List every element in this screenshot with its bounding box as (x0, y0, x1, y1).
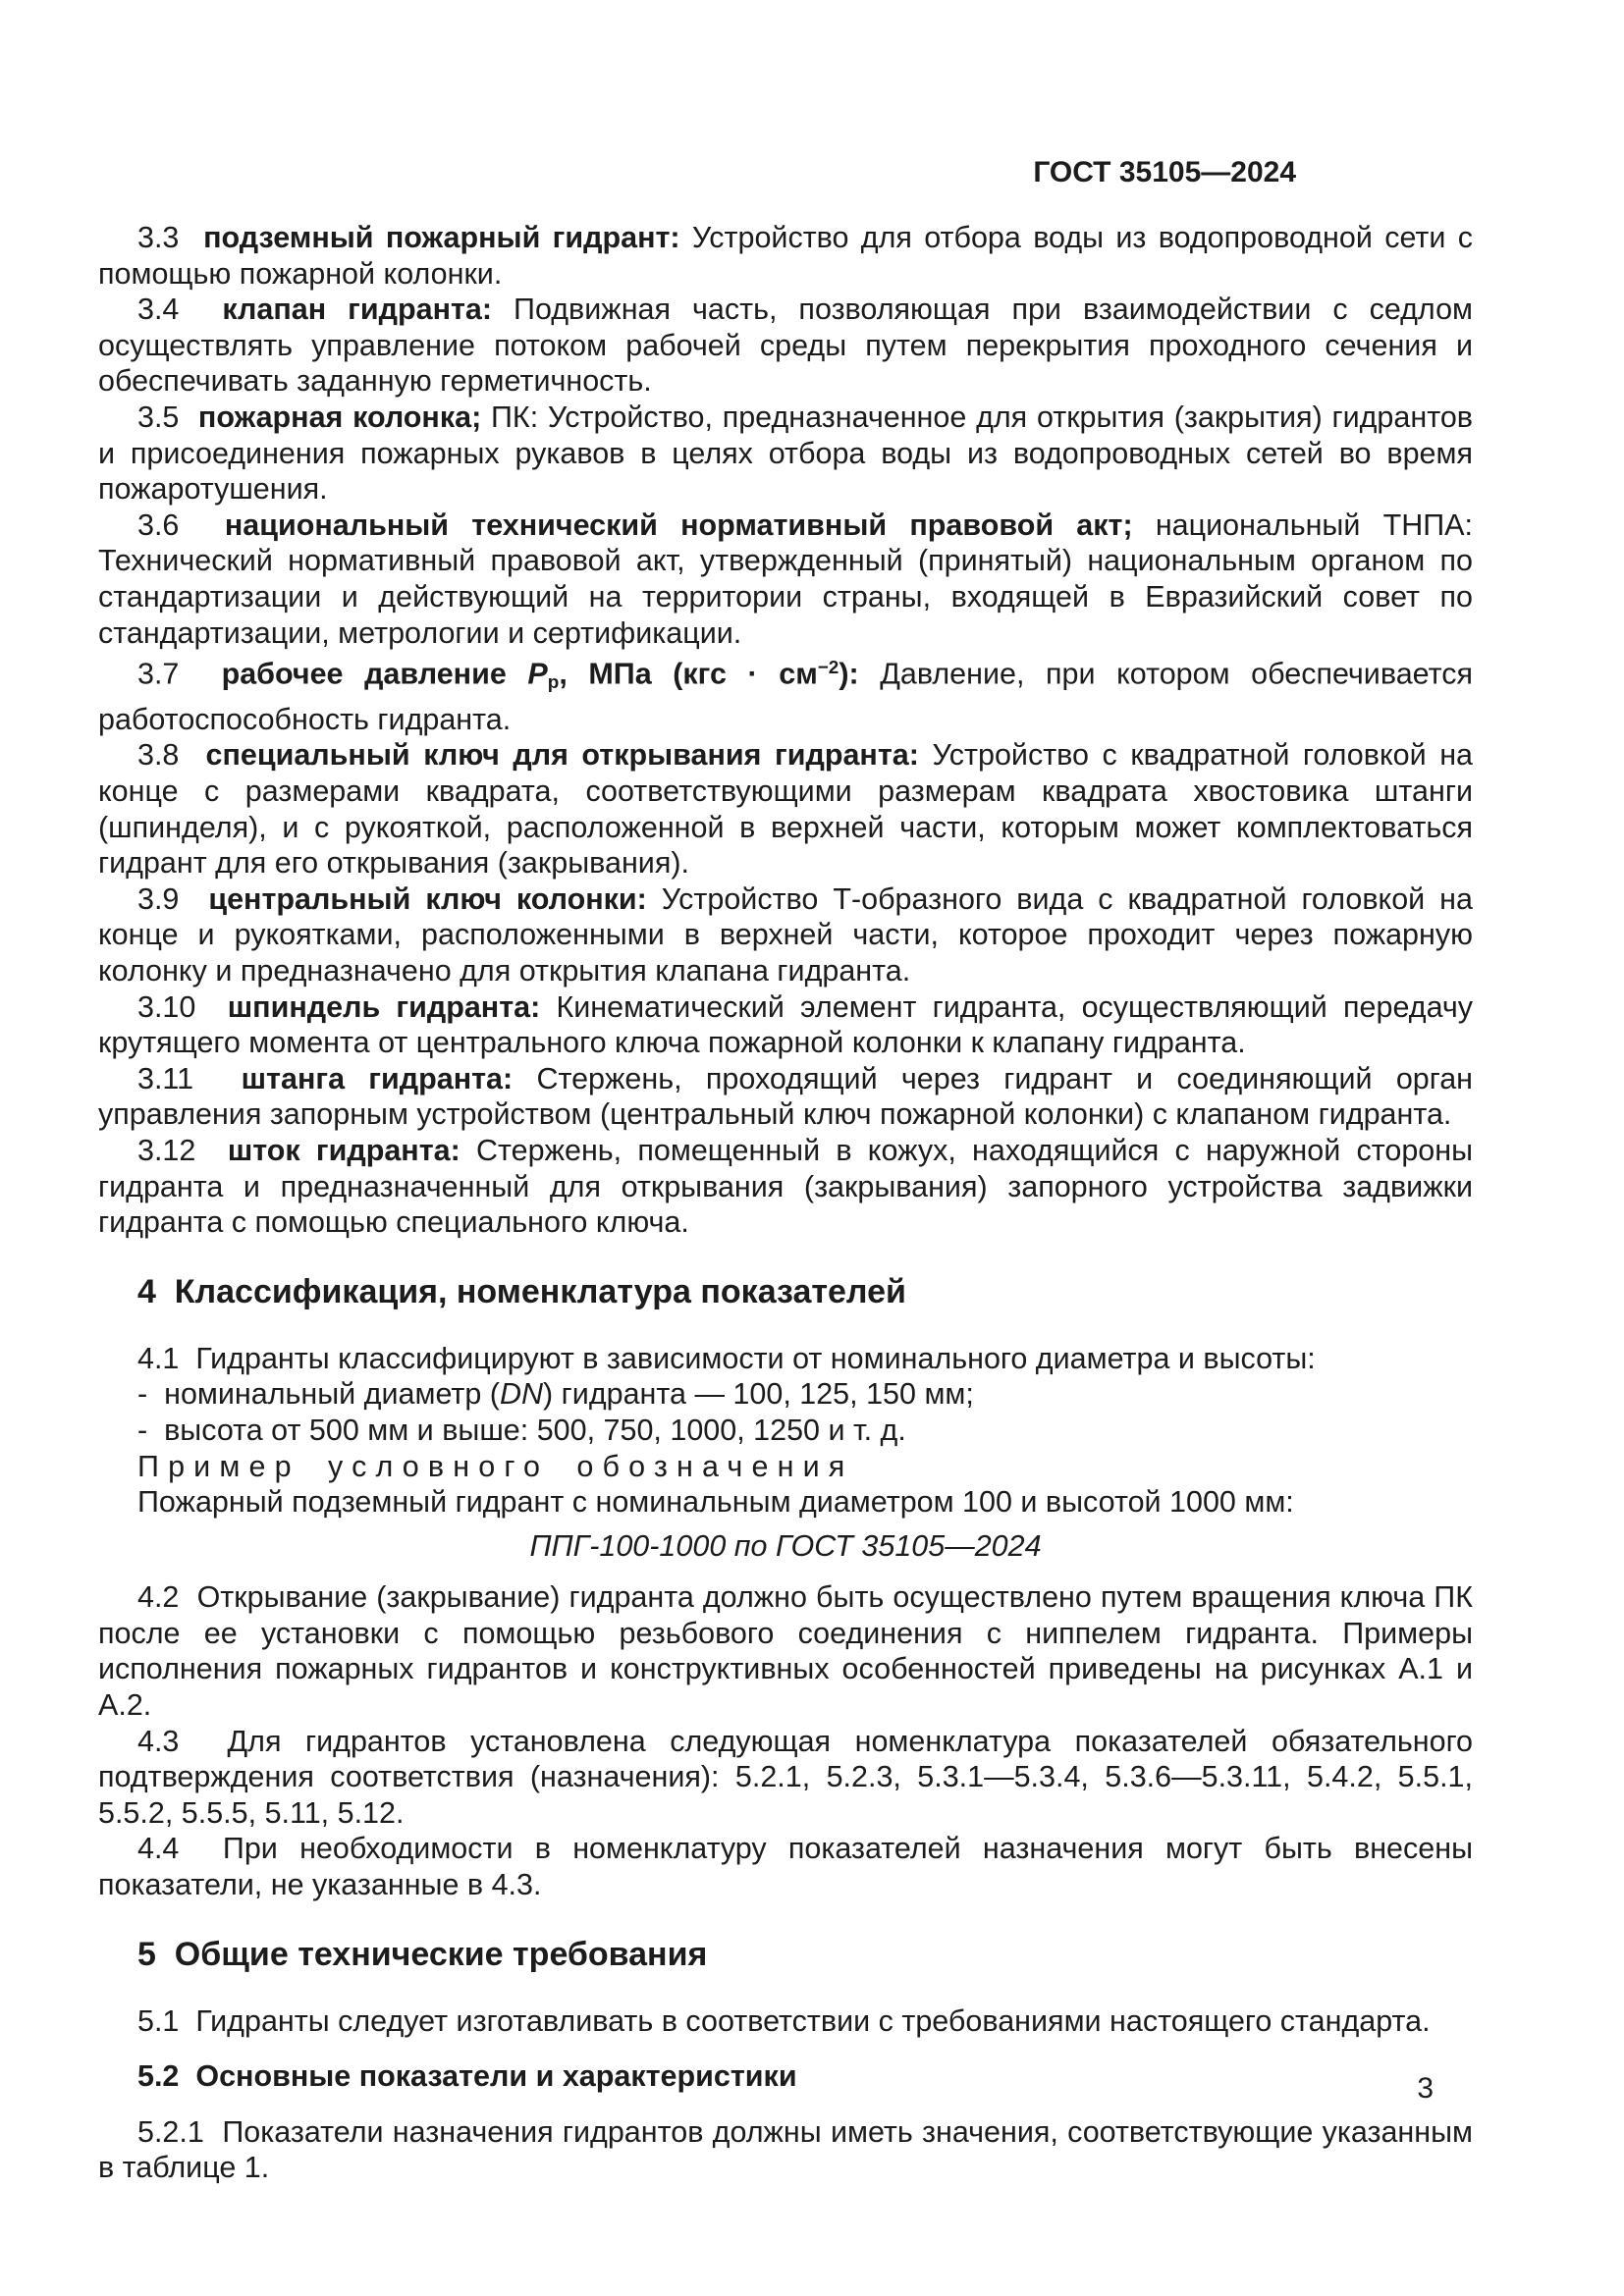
page-number: 3 (1417, 2072, 1434, 2105)
section-heading: 4 Классификация, номенклатура показателей (137, 1272, 906, 1310)
term-definition: 3.6 национальный технический нормативный правовой акт; национальный ТНПА: Технический нормативный правовой акт, утвержденный (принятый) национальным органом по стандартизации и действующий на территории страны, входящей в Евразийский совет по стандартизации, метрологии и сертификации. (98, 507, 1473, 650)
paragraph: 4.3 Для гидрантов установлена следующая номенклатура показателей обязательного подтверждения соответствия (назначения): 5.2.1, 5.2.3, 5.3.1—5.3.4, 5.3.6—5.3.11, 5.4.2, 5.5.1, 5.5.2, 5.5.5, 5.11, 5.12. (98, 1724, 1473, 1830)
list-item: - номинальный диаметр (DN) гидранта — 100, 125, 150 мм; (137, 1377, 974, 1412)
term-definition: 3.7 рабочее давление $P_р$, МПа $(кгс \cdot см^{-2})$: Давление, при котором обеспечивается работоспособность гидранта. (98, 657, 1474, 736)
paragraph: 5.2.1 Показатели назначения гидрантов должны иметь значения, соответствующие указанным в таблице 1. (98, 2114, 1473, 2185)
term-definition: 3.9 центральный ключ колонки: Устройство Т-образного вида с квадратной головкой на конце и рукоятками, расположенными в верхней части, которое проходит через пожарную колонку и предназначено для открытия клапана гидранта. (98, 881, 1473, 988)
term-definition: 3.8 специальный ключ для открывания гидранта: Устройство с квадратной головкой на конце с размерами квадрата, соответствующими размерам квадрата хвостовика штанги (шпинделя), и с рукояткой, расположенной в верхней части, которым может комплектоваться гидрант для его открывания (закрывания). (98, 738, 1474, 881)
subsection-heading: 5.2 Основные показатели и характеристики (137, 2059, 797, 2094)
term-definition: 3.3 подземный пожарный гидрант: Устройство для отбора воды из водопроводной сети с помощью пожарной колонки. (98, 221, 1473, 291)
term-definition: 3.10 шпиндель гидранта: Кинематический элемент гидранта, осуществляющий передачу крутящего момента от центрального ключа пожарной колонки к клапану гидранта. (98, 989, 1473, 1060)
example-label: Пример условного обозначения (137, 1449, 854, 1483)
example-designation: ППГ-100-1000 по ГОСТ 35105—2024 (529, 1528, 1042, 1563)
term-definition: 3.5 пожарная колонка; ПК: Устройство, предназначенное для открытия (закрытия) гидрантов и присоединения пожарных рукавов в целях отбора воды из водопроводных сетей во время пожаротушения. (98, 400, 1473, 507)
section-heading: 5 Общие технические требования (137, 1935, 708, 1973)
paragraph: Пожарный подземный гидрант с номинальным диаметром 100 и высотой 1000 мм: (137, 1485, 1294, 1520)
list-item: - высота от 500 мм и выше: 500, 750, 1000, 1250 и т. д. (137, 1413, 906, 1447)
paragraph: 4.4 При необходимости в номенклатуру показателей назначения могут быть внесены показатели, не указанные в 4.3. (98, 1832, 1473, 1902)
paragraph: 4.2 Открывание (закрывание) гидранта должно быть осуществлено путем вращения ключа ПК после ее установки с помощью резьбового соединения с ниппелем гидранта. Примеры исполнения пожарных гидрантов и конструктивных особенностей приведены на рисунках А.1 и А.2. (98, 1580, 1473, 1723)
paragraph: 5.1 Гидранты следует изготавливать в соответствии с требованиями настоящего стандарта. (137, 2003, 1431, 2038)
running-header: ГОСТ 35105—2024 (1033, 156, 1296, 188)
paragraph: 4.1 Гидранты классифицируют в зависимости от номинального диаметра и высоты: (137, 1341, 1316, 1375)
term-definition: 3.4 клапан гидранта: Подвижная часть, позволяющая при взаимодействии с седлом осуществлять управление потоком рабочей среды путем перекрытия проходного сечения и обеспечивать заданную герметичность. (98, 293, 1473, 399)
term-definition: 3.11 штанга гидранта: Стержень, проходящий через гидрант и соединяющий орган управления запорным устройством (центральный ключ пожарной колонки) с клапаном гидранта. (98, 1061, 1474, 1132)
term-definition: 3.12 шток гидранта: Стержень, помещенный в кожух, находящийся с наружной стороны гидранта и предназначенный для открывания (закрывания) запорного устройства задвижки гидранта с помощью специального ключа. (98, 1133, 1474, 1240)
page-body (98, 220, 1473, 2186)
